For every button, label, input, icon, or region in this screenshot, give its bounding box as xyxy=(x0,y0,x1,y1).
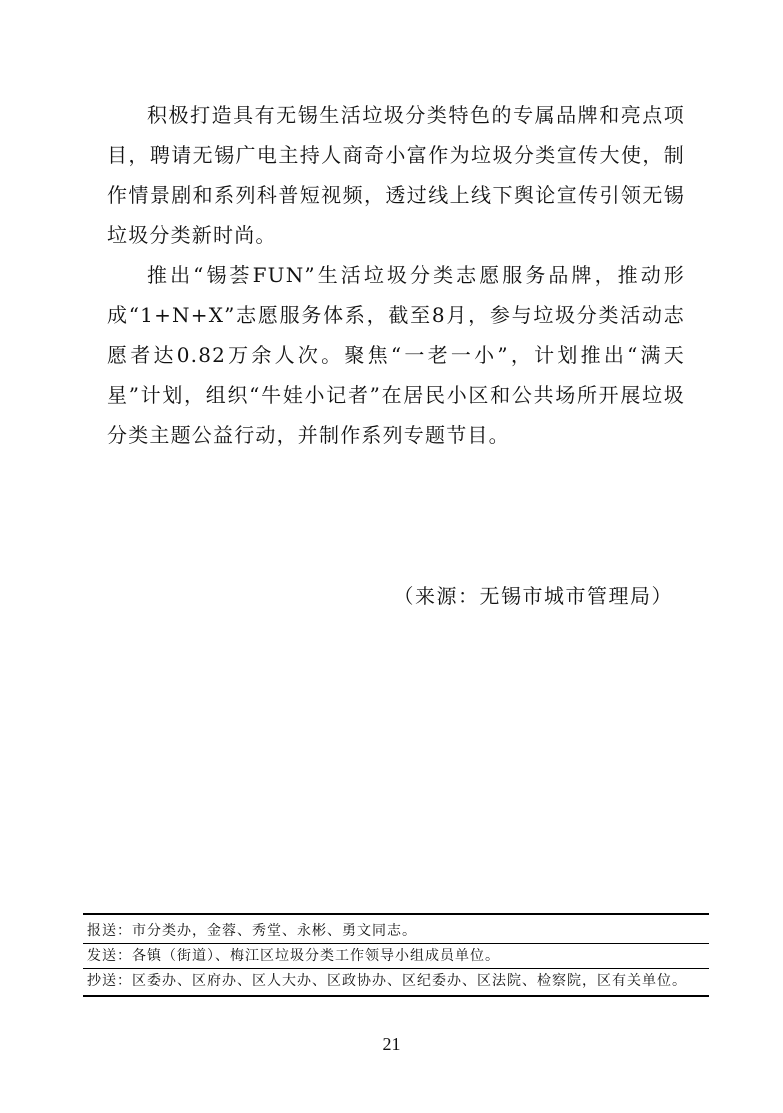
report-row xyxy=(83,919,709,943)
copy-row xyxy=(83,968,709,993)
copy-label: 抄送： xyxy=(87,973,132,989)
send-value: 各镇（街道）、梅江区垃圾分类工作领导小组成员单位。 xyxy=(132,948,500,964)
source-attribution: （来源：无锡市城市管理局） xyxy=(393,584,673,608)
send-row xyxy=(83,943,709,968)
copy-value: 区委办、区府办、区人大办、区政协办、区纪委办、区法院、检察院，区有关单位。 xyxy=(132,973,687,989)
distribution-block xyxy=(83,913,709,997)
send-label: 发送： xyxy=(87,948,132,964)
body-paragraph-1: 积极打造具有无锡生活垃圾分类特色的专属品牌和亮点项目，聘请无锡广电主持人商奇小富作为垃圾分类宣传大使，制作情景剧和系列科普短视频，透过线上线下舆论宣传引领无锡垃圾分类新时尚。 xyxy=(107,103,685,247)
page-number: 21 xyxy=(382,1034,401,1054)
report-value: 市分类办，金蓉、秀堂、永彬、勇文同志。 xyxy=(132,923,417,939)
report-label: 报送： xyxy=(87,923,132,939)
body-paragraph-2: 推出“锡荟FUN”生活垃圾分类志愿服务品牌，推动形成“1+N+X”志愿服务体系，截至8月，参与垃圾分类活动志愿者达0.82万余人次。聚焦“一老一小”，计划推出“满天星”计划，组织“牛娃小记者”在居民小区和公共场所开展垃圾分类主题公益行动，并制作系列专题节目。 xyxy=(107,263,685,447)
